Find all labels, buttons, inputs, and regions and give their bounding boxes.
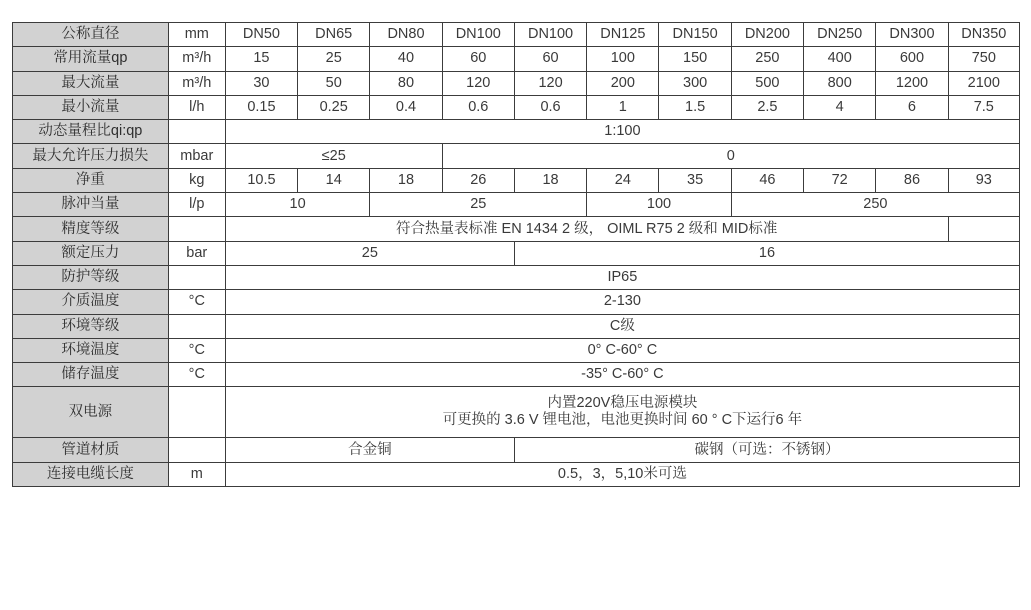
value-cell: 0.15 [225, 95, 297, 119]
value-cell: 93 [948, 168, 1019, 192]
value-cell: 120 [442, 71, 514, 95]
value-cell: 14 [298, 168, 370, 192]
row-label: 最大允许压力损失 [13, 144, 169, 168]
value-cell: 50 [298, 71, 370, 95]
row-label: 连接电缆长度 [13, 462, 169, 486]
value-cell: 1:100 [225, 120, 1019, 144]
value-cell: 18 [370, 168, 442, 192]
unit-cell: l/p [168, 193, 225, 217]
value-cell: 2100 [948, 71, 1019, 95]
unit-cell [168, 120, 225, 144]
value-cell [948, 217, 1019, 241]
value-cell: 86 [876, 168, 948, 192]
value-cell: 6 [876, 95, 948, 119]
value-cell: 合金铜 [225, 438, 514, 462]
value-cell: 0.4 [370, 95, 442, 119]
row-label: 双电源 [13, 387, 169, 438]
table-row [13, 71, 1020, 95]
table-row [13, 338, 1020, 362]
value-cell: 25 [370, 193, 587, 217]
row-label: 防护等级 [13, 265, 169, 289]
value-cell: 600 [876, 47, 948, 71]
value-cell: 300 [659, 71, 731, 95]
value-cell: 25 [225, 241, 514, 265]
unit-cell: bar [168, 241, 225, 265]
value-cell: 80 [370, 71, 442, 95]
value-cell: 16 [514, 241, 1019, 265]
value-cell: 24 [587, 168, 659, 192]
value-cell: 0 [442, 144, 1019, 168]
value-cell: 26 [442, 168, 514, 192]
unit-cell: m³/h [168, 47, 225, 71]
table-row [13, 120, 1020, 144]
value-cell: 0.6 [442, 95, 514, 119]
table-row [13, 217, 1020, 241]
value-cell: 46 [731, 168, 803, 192]
row-label: 管道材质 [13, 438, 169, 462]
row-label: 储存温度 [13, 363, 169, 387]
value-cell: 35 [659, 168, 731, 192]
unit-cell [168, 217, 225, 241]
row-label: 最大流量 [13, 71, 169, 95]
table-row [13, 47, 1020, 71]
row-label: 环境等级 [13, 314, 169, 338]
value-cell: 60 [442, 47, 514, 71]
table-row [13, 265, 1020, 289]
value-cell: 100 [587, 193, 732, 217]
table-row [13, 193, 1020, 217]
table-row [13, 314, 1020, 338]
value-cell: DN125 [587, 23, 659, 47]
row-label: 最小流量 [13, 95, 169, 119]
value-cell: C级 [225, 314, 1019, 338]
value-cell: ≤25 [225, 144, 442, 168]
table-row [13, 241, 1020, 265]
value-cell: 200 [587, 71, 659, 95]
value-cell [225, 387, 1019, 438]
value-cell: 符合热量表标准 EN 1434 2 级， OIML R75 2 级和 MID标准 [225, 217, 948, 241]
unit-cell: °C [168, 338, 225, 362]
row-label: 环境温度 [13, 338, 169, 362]
unit-cell: °C [168, 363, 225, 387]
table-row [13, 168, 1020, 192]
value-cell: 100 [587, 47, 659, 71]
value-cell: DN350 [948, 23, 1019, 47]
value-cell: 250 [731, 47, 803, 71]
value-cell: DN50 [225, 23, 297, 47]
value-cell: DN300 [876, 23, 948, 47]
unit-cell [168, 265, 225, 289]
value-cell: 40 [370, 47, 442, 71]
value-cell: 碳钢（可选：不锈钢） [514, 438, 1019, 462]
row-label: 精度等级 [13, 217, 169, 241]
value-cell: DN250 [804, 23, 876, 47]
table-row [13, 438, 1020, 462]
table-row [13, 462, 1020, 486]
value-cell: DN150 [659, 23, 731, 47]
value-cell: DN80 [370, 23, 442, 47]
spec-table-body [13, 23, 1020, 487]
value-cell: 750 [948, 47, 1019, 71]
value-cell: 60 [514, 47, 586, 71]
row-label: 净重 [13, 168, 169, 192]
value-cell: 1200 [876, 71, 948, 95]
value-cell: 400 [804, 47, 876, 71]
value-cell: 800 [804, 71, 876, 95]
unit-cell: m [168, 462, 225, 486]
value-cell: 10.5 [225, 168, 297, 192]
row-label: 脉冲当量 [13, 193, 169, 217]
value-cell: 18 [514, 168, 586, 192]
value-cell: DN65 [298, 23, 370, 47]
unit-cell [168, 387, 225, 438]
value-cell: 0.6 [514, 95, 586, 119]
value-cell: 0.5，3，5,10米可选 [225, 462, 1019, 486]
unit-cell: kg [168, 168, 225, 192]
value-cell: 10 [225, 193, 370, 217]
value-cell: IP65 [225, 265, 1019, 289]
value-cell: DN200 [731, 23, 803, 47]
value-cell: 150 [659, 47, 731, 71]
unit-cell [168, 314, 225, 338]
table-row [13, 290, 1020, 314]
value-cell: 1.5 [659, 95, 731, 119]
value-cell: 500 [731, 71, 803, 95]
table-row [13, 387, 1020, 438]
value-line: 内置220V稳压电源模块 [547, 395, 698, 412]
table-row [13, 95, 1020, 119]
spec-table [12, 22, 1020, 487]
value-cell: 120 [514, 71, 586, 95]
value-cell: DN100 [442, 23, 514, 47]
unit-cell: l/h [168, 95, 225, 119]
value-cell: 2.5 [731, 95, 803, 119]
value-cell: 2-130 [225, 290, 1019, 314]
unit-cell: °C [168, 290, 225, 314]
value-cell: 15 [225, 47, 297, 71]
value-cell: 0.25 [298, 95, 370, 119]
table-row [13, 144, 1020, 168]
value-cell: -35° C-60° C [225, 363, 1019, 387]
value-cell: 25 [298, 47, 370, 71]
row-label: 常用流量qp [13, 47, 169, 71]
value-cell: 250 [731, 193, 1019, 217]
unit-cell: mbar [168, 144, 225, 168]
value-cell: 72 [804, 168, 876, 192]
table-row [13, 363, 1020, 387]
unit-cell [168, 438, 225, 462]
row-label: 额定压力 [13, 241, 169, 265]
value-cell: 7.5 [948, 95, 1019, 119]
table-row [13, 23, 1020, 47]
value-line: 可更换的 3.6 V 锂电池，电池更换时间 60 ° C下运行6 年 [442, 412, 803, 429]
unit-cell: m³/h [168, 71, 225, 95]
row-label: 介质温度 [13, 290, 169, 314]
value-cell: 1 [587, 95, 659, 119]
value-cell: 4 [804, 95, 876, 119]
value-cell: 0° C-60° C [225, 338, 1019, 362]
unit-cell: mm [168, 23, 225, 47]
value-cell: DN100 [514, 23, 586, 47]
row-label: 动态量程比qi:qp [13, 120, 169, 144]
row-label: 公称直径 [13, 23, 169, 47]
value-cell: 30 [225, 71, 297, 95]
